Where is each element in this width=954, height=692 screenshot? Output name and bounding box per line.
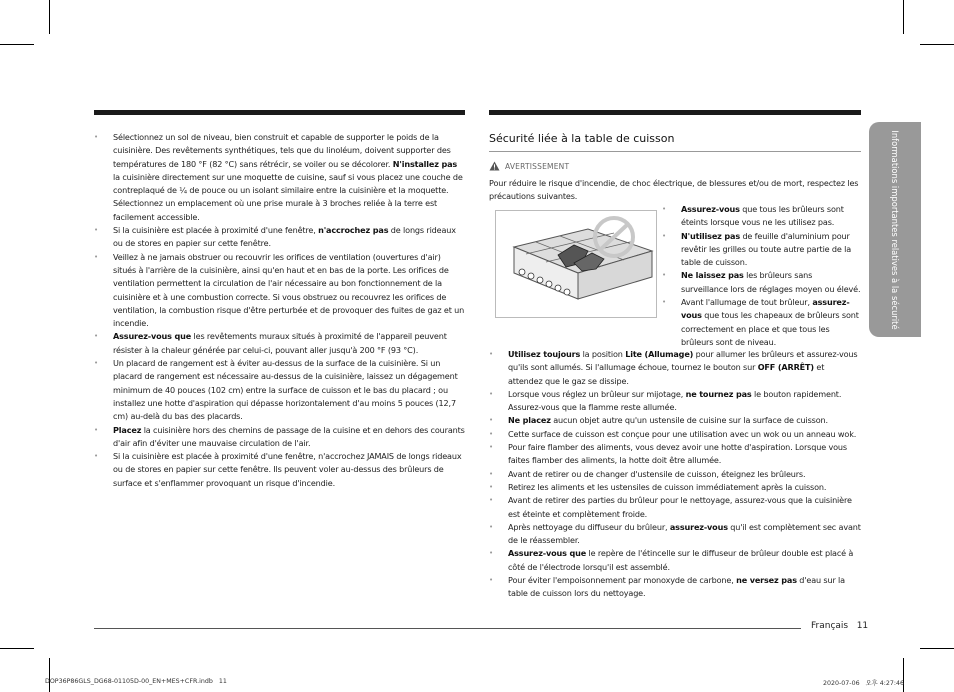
list-item (94, 357, 466, 423)
footer-language: Français (811, 621, 849, 631)
list-item-text: de feuille d'aluminium pour revêtir les grilles ou toute autre partie de la table de cuisson. (681, 230, 852, 268)
list-item-text: les revêtements muraux situés à proximité de l'appareil peuvent résister à la chaleur générée par celui-ci, pouvant aller jusqu'à 200 °F (93 °C). (113, 331, 447, 355)
footer-rule (94, 628, 801, 629)
list-item-text: que tous les brûleurs sont éteints lorsque vous ne les utilisez pas. (681, 204, 844, 228)
list-item-text: la position (580, 349, 626, 359)
list-item-emphasis: N'installez pas (392, 158, 458, 169)
list-item (489, 348, 861, 388)
footer-timestamp: 2020-07-06 오후 4:27:46 (823, 680, 905, 687)
list-item-emphasis: assurez-vous (669, 521, 728, 532)
list-item (489, 494, 861, 521)
list-item-emphasis: ne tournez pas (685, 388, 752, 399)
list-item-text: Avant l'allumage de tout brûleur, (681, 297, 813, 308)
list-item (94, 224, 466, 251)
list-item-text: pour allumer les brûleurs et assurez-vous qu'ils sont allumés. Si l'allumage échoue, tournez le bouton sur (508, 349, 858, 373)
list-item-emphasis: assurez-vous (681, 297, 850, 321)
right-list-column (489, 348, 861, 601)
list-item (489, 521, 861, 548)
cooktop-illustration (495, 210, 657, 318)
list-item-text: la cuisinière directement sur une moquette de cuisine, sauf si vous placez une couche de contreplaqué de ¼ de pouce ou un isolant similaire entre la cuisinière et la moquette. Sélectionnez un emplacement où une prise murale à 3 broches reliée à la terre est facilement accessible. (113, 171, 463, 222)
list-item-emphasis: Assurez-vous (681, 204, 740, 214)
left-column (94, 131, 466, 490)
section-title-rule (489, 151, 861, 152)
list-item-text: aucun objet autre qu'un ustensile de cuisine sur la surface de cuisson. (550, 415, 828, 426)
crop-mark (0, 648, 34, 649)
list-item-text: Veillez à ne jamais obstruer ou recouvrir les orifices de ventilation (ouvertures d'air) situés à l'arrière de la cuisinière, ainsi qu'en haut et en bas de la porte. Les orifices de ventilation permettent la circulation de l'air nécessaire au bon fonctionnement de la cuisinière et à une combustion correcte. Si vous obstruez ou recouvrez les orifices de ventilation, la combustion risque d'être perturbée et de provoquer des fuites de gaz et un incendie. (113, 251, 465, 329)
list-item (662, 203, 861, 230)
illustration-side-column (662, 203, 861, 349)
list-item (662, 296, 861, 349)
list-item-emphasis: Ne laissez pas (681, 270, 744, 281)
list-item (94, 330, 466, 357)
list-item-emphasis: Assurez-vous que (508, 548, 587, 559)
crop-mark (920, 648, 954, 649)
list-item-emphasis: n'accrochez pas (318, 225, 389, 236)
page-number (811, 621, 868, 631)
list-item-text: d'eau sur la table de cuisson lors du nettoyage. (508, 575, 845, 599)
list-item (489, 428, 861, 441)
list-item-text: la cuisinière hors des chemins de passage de la cuisine et en dehors des courants d'air afin d'éviter une mauvaise circulation de l'air. (113, 424, 465, 448)
list-item (94, 424, 466, 451)
crop-mark (49, 658, 50, 692)
list-item (489, 441, 861, 468)
warning-intro: Pour réduire le risque d'incendie, de choc électrique, de blessures et/ou de mort, respectez les précautions suivantes. (489, 178, 859, 202)
list-item-text: Lorsque vous réglez un brûleur sur mijotage, (508, 388, 686, 399)
list-item-emphasis: Ne placez (508, 415, 551, 426)
crop-mark (49, 0, 50, 34)
list-item (489, 414, 861, 427)
list-item (662, 269, 861, 296)
list-item-text: Si la cuisinière est placée à proximité d'une fenêtre, (113, 225, 319, 236)
illustration-side-list (662, 203, 861, 349)
warning-label: AVERTISSEMENT (505, 161, 570, 171)
list-item-text: Avant de retirer des parties du brûleur pour le nettoyage, assurez-vous que la cuisinière est éteinte et complètement froide. (508, 495, 852, 519)
list-item (662, 230, 861, 270)
crop-mark (920, 44, 954, 45)
warning-heading (489, 161, 569, 171)
list-item-text: Pour faire flamber des aliments, vous devez avoir une hotte d'aspiration. Lorsque vous faites flamber des aliments, la hotte doit être allumée. (508, 442, 847, 466)
list-item-text: que tous les chapeaux de brûleurs sont correctement en place et que tous les brûleurs sont de niveau. (681, 310, 859, 347)
section-title: Sécurité liée à la table de cuisson (489, 132, 675, 145)
list-item-text: le bouton rapidement. Assurez-vous que la flamme reste allumée. (508, 388, 842, 413)
list-item (489, 388, 861, 415)
footer-file-info: DOP36P86GLS_DG68-01105D-00_EN+MES+CFR.indb 11 (45, 678, 227, 685)
cooktop-no-cloth-illustration (496, 211, 656, 317)
list-item (94, 450, 466, 490)
list-item (489, 547, 861, 574)
list-item-text: Retirez les aliments et les ustensiles de cuisson immédiatement après la cuisson. (508, 481, 827, 492)
list-item-text: et attendez que le gaz se dissipe. (508, 362, 825, 386)
list-item-emphasis: N'utilisez pas (681, 230, 741, 241)
list-item-text: les brûleurs sans surveillance lors de réglages moyen ou élevé. (681, 270, 861, 294)
crop-mark (903, 0, 904, 34)
left-safety-list (94, 131, 466, 490)
list-item-text: Sélectionnez un sol de niveau, bien construit et capable de supporter le poids de la cuisinière. Des revêtements synthétiques, tels que du linoléum, doivent supporter des températures de 180 °F (82 °C) sans rétrécir, se voiler ou se décolorer. (113, 132, 451, 169)
list-item (489, 481, 861, 494)
list-item-emphasis: Utilisez toujours (508, 349, 581, 359)
side-tab-label: Informations importantes relatives à la sécurité (890, 129, 900, 330)
list-item (489, 574, 861, 601)
list-item-text: Si la cuisinière est placée à proximité d'une fenêtre, n'accrochez JAMAIS de longs rideaux ou de stores en papier sur cette fenêtre. Ils peuvent voler au-dessus des brûleurs de surface et s'enflammer provoquant un risque d'incendie. (113, 451, 462, 488)
section-side-tab (869, 122, 921, 337)
list-item-text: le repère de l'étincelle sur le diffuseur de brûleur double est placé à côté de l'électrode lorsqu'il est assemblé. (508, 548, 854, 572)
list-item-text: Cette surface de cuisson est conçue pour une utilisation avec un wok ou un anneau wok. (508, 428, 857, 439)
list-item-text: qu'il est complètement sec avant de le réassembler. (508, 521, 861, 546)
list-item-emphasis: Lite (Allumage) (625, 349, 694, 359)
warning-triangle-icon (489, 161, 500, 171)
list-item-emphasis: OFF (ARRÊT) (757, 362, 814, 373)
list-item-emphasis: ne versez pas (736, 575, 797, 586)
left-column-top-rule (94, 110, 465, 115)
right-column-top-rule (489, 110, 861, 115)
crop-mark (0, 44, 34, 45)
list-item (94, 251, 466, 331)
list-item-emphasis: Assurez-vous que (113, 331, 192, 342)
cooktop-safety-list (489, 348, 861, 601)
list-item-text: Un placard de rangement est à éviter au-dessus de la surface de la cuisinière. Si un placard de rangement est nécessaire au-dessus de la cuisinière, laissez un dégagement minimum de 40 pouces (102 cm) entre la surface de cuisson et le bas du placard ; ou installez une hotte d'aspiration qui dépasse horizontalement d'au moins 5 pouces (12,7 cm) au-delà du bas des placards. (113, 358, 458, 422)
list-item (489, 468, 861, 481)
list-item (94, 131, 466, 224)
list-item-text: Pour éviter l'empoisonnement par monoxyde de carbone, (508, 575, 737, 586)
list-item-text: Après nettoyage du diffuseur du brûleur, (508, 521, 670, 532)
list-item-emphasis: Placez (113, 424, 142, 435)
list-item-text: de longs rideaux ou de stores en papier sur cette fenêtre. (113, 225, 456, 249)
footer-page: 11 (856, 621, 869, 631)
list-item-text: Avant de retirer ou de changer d'ustensile de cuisson, éteignez les brûleurs. (508, 468, 806, 479)
